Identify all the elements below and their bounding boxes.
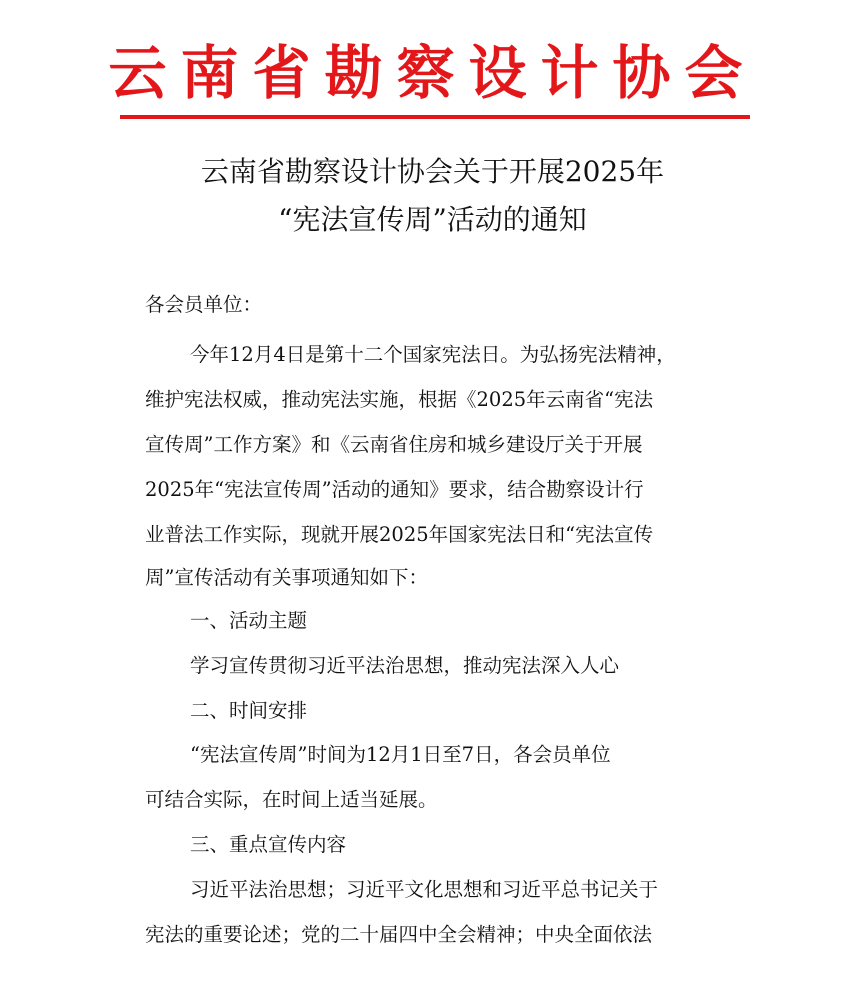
intro-line-6: 周”宣传活动有关事项通知如下： (145, 566, 428, 589)
section-2-heading: 二、时间安排 (190, 699, 308, 722)
salutation: 各会员单位： (145, 293, 263, 316)
section-3-body-line-2: 宪法的重要论述；党的二十届四中全会精神；中央全面依法 (145, 923, 653, 946)
intro-line-2: 维护宪法权威，推动宪法实施，根据《2025年云南省“宪法 (145, 388, 654, 411)
document-title-line-1: 云南省勘察设计协会关于开展2025年 (200, 155, 665, 188)
section-1-body: 学习宣传贯彻习近平法治思想，推动宪法深入人心 (190, 654, 620, 677)
intro-line-5: 业普法工作实际，现就开展2025年国家宪法日和“宪法宣传 (145, 523, 654, 546)
section-2-body-line-2: 可结合实际，在时间上适当延展。 (145, 788, 438, 811)
red-header-rule (120, 115, 750, 119)
document-title-line-2: “宪法宣传周”活动的通知 (278, 203, 587, 236)
intro-line-4: 2025年“宪法宣传周”活动的通知》要求，结合勘察设计行 (145, 478, 644, 501)
section-3-heading: 三、重点宣传内容 (190, 833, 347, 856)
section-1-heading: 一、活动主题 (190, 609, 308, 632)
section-3-body-line-1: 习近平法治思想；习近平文化思想和习近平总书记关于 (190, 878, 659, 901)
organization-masthead: 云南省勘察设计协会 (108, 39, 757, 107)
intro-line-1: 今年12月4日是第十二个国家宪法日。为弘扬宪法精神， (190, 343, 676, 366)
section-2-body-line-1: “宪法宣传周”时间为12月1日至7日，各会员单位 (190, 743, 611, 766)
intro-line-3: 宣传周”工作方案》和《云南省住房和城乡建设厅关于开展 (145, 433, 643, 456)
